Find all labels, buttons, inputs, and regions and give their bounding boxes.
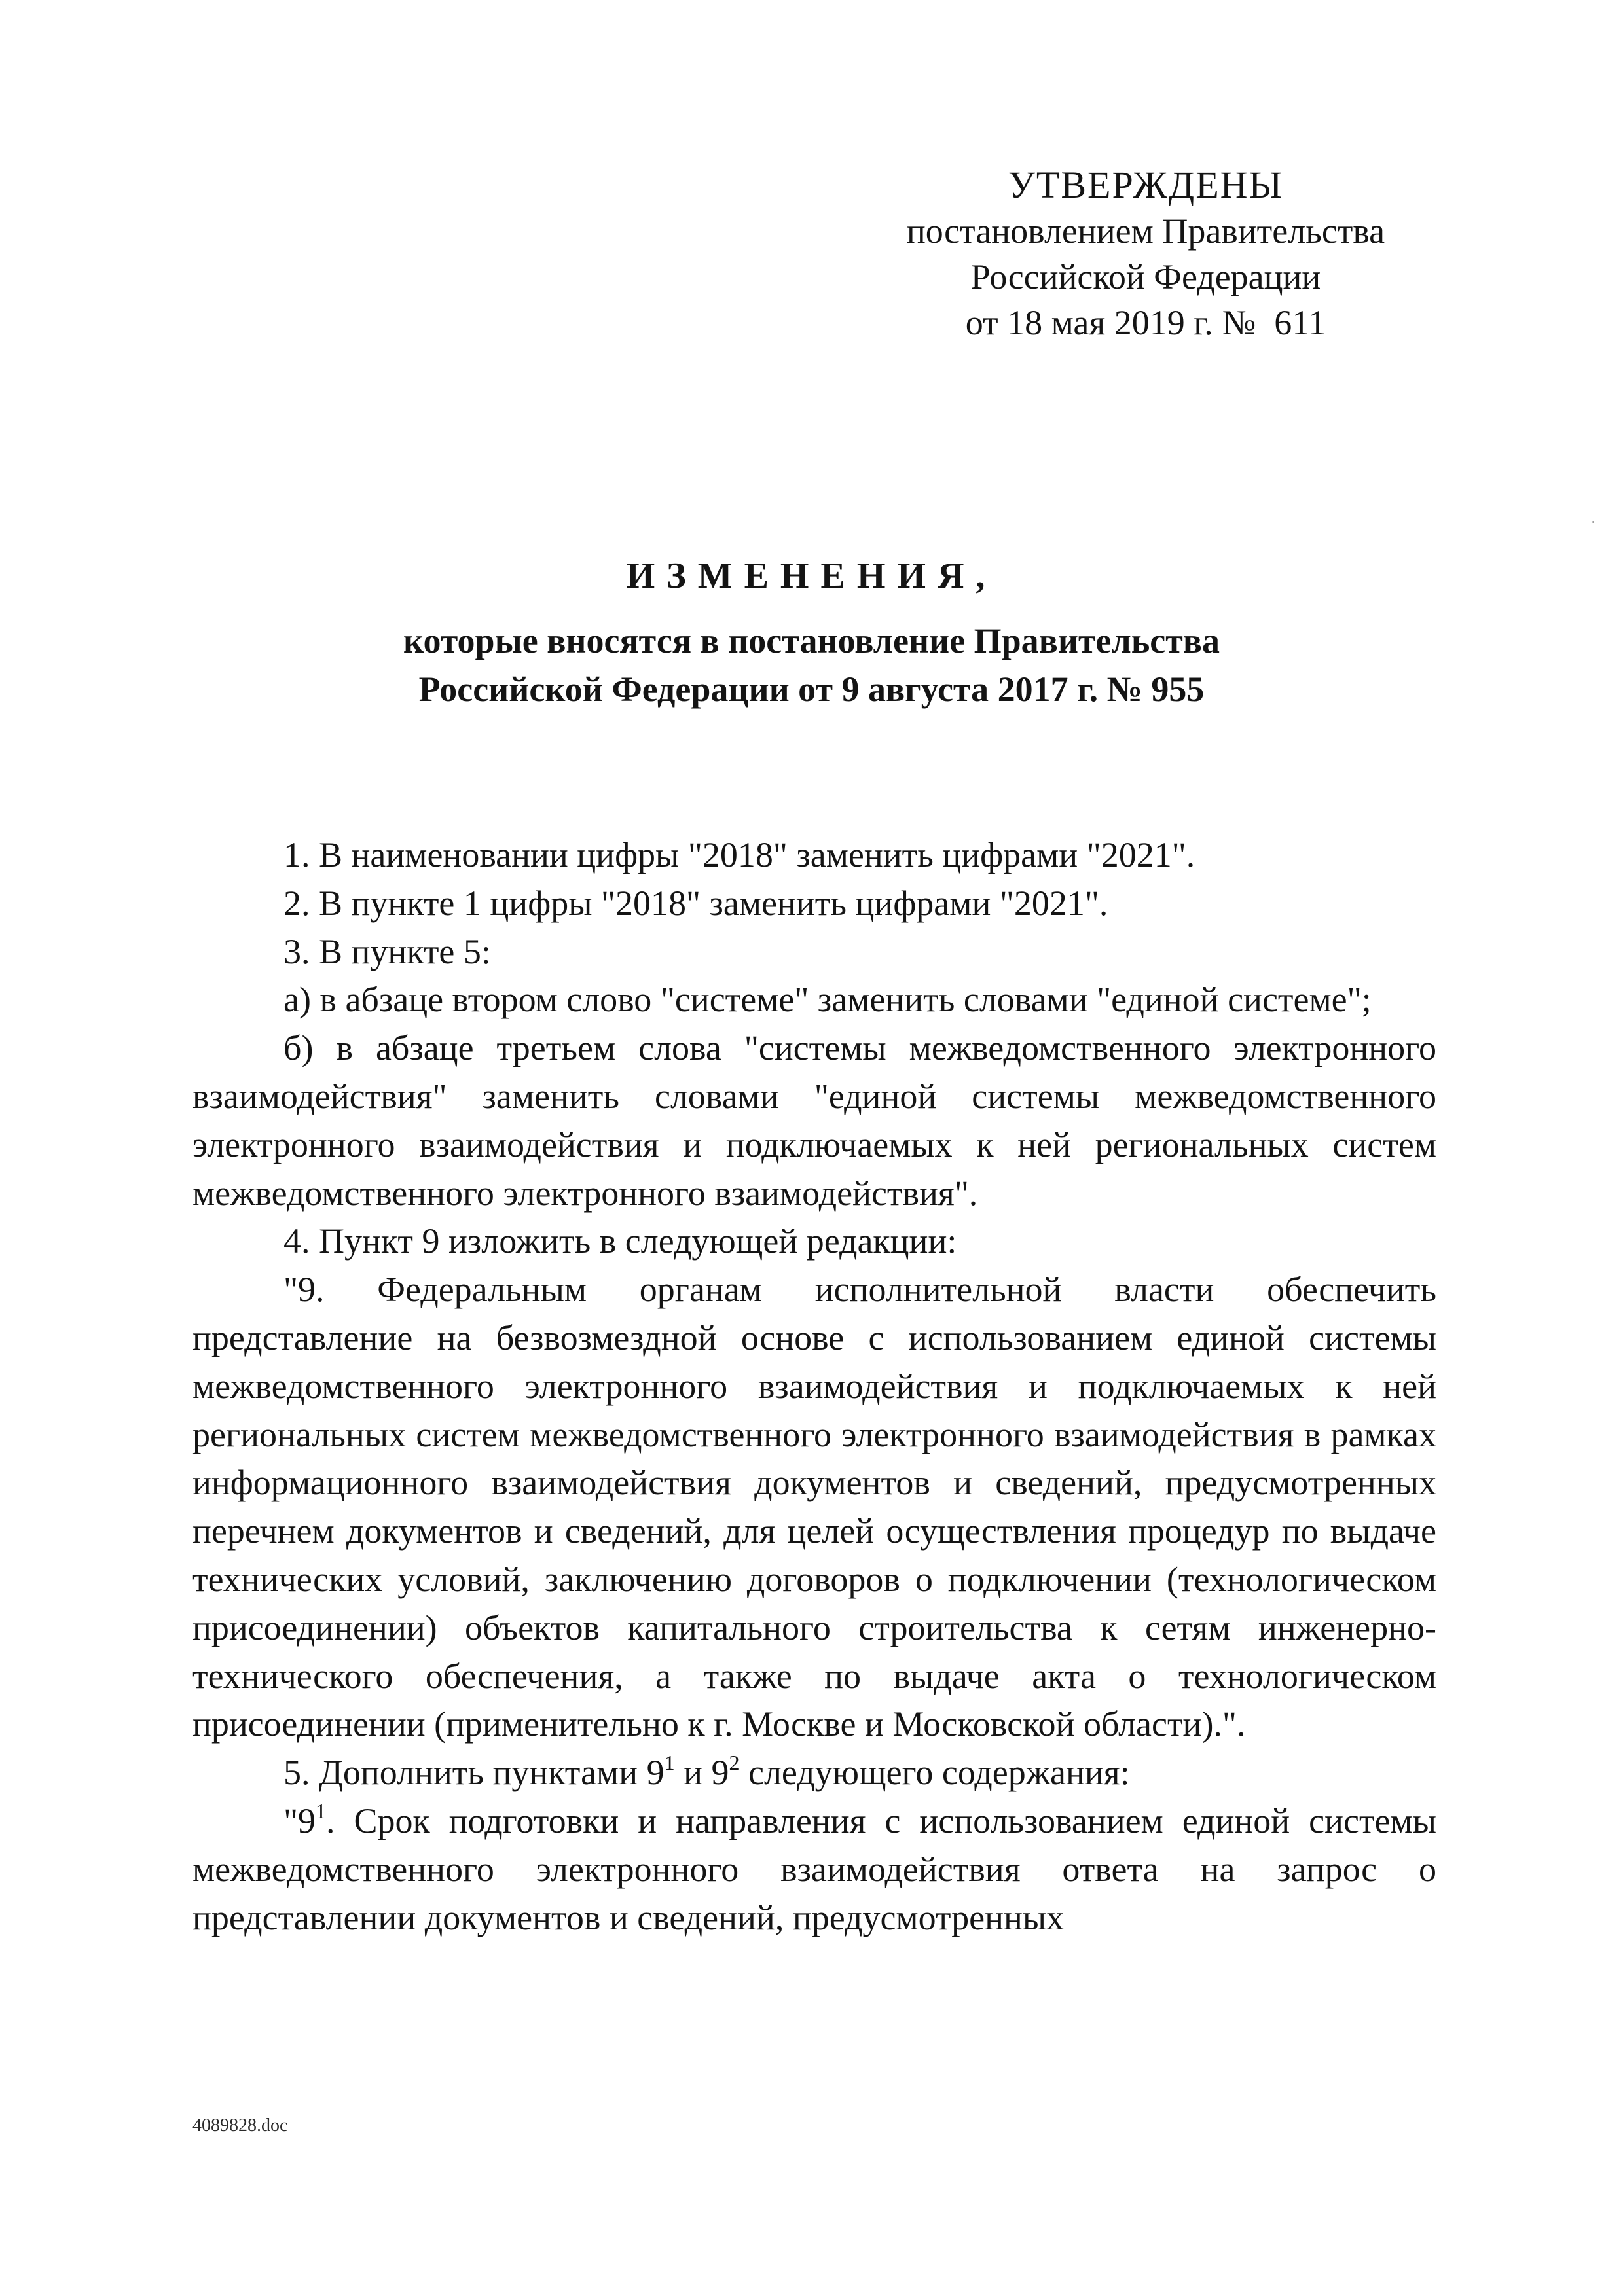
document-body — [192, 831, 1436, 1942]
approval-stamp-block — [851, 162, 1440, 346]
paragraph-5-text-a: 5. Дополнить пунктами 9 — [283, 1753, 665, 1793]
approval-title: УТВЕРЖДЕНЫ — [1008, 164, 1284, 206]
paragraph-5-quote — [192, 1797, 1436, 1942]
approval-date: от 18 мая 2019 г. — [965, 303, 1213, 342]
paragraph-2: 2. В пункте 1 цифры "2018" заменить цифрами "2021". — [283, 883, 1108, 923]
paragraph-5-text-b: и 9 — [674, 1753, 729, 1793]
document-subtitle-line-2: Российской Федерации от 9 августа 2017 г. № 955 — [418, 670, 1205, 709]
paragraph-5 — [192, 1749, 1436, 1797]
paragraph-5-quote-sup: 1 — [316, 1799, 327, 1823]
approval-line-1: постановлением Правительства — [906, 211, 1385, 251]
approval-number-sign: № — [1222, 303, 1256, 342]
paragraph-4-quote: "9. Федеральным органам исполнительной власти обеспечить представление на безвозмездной основе с использованием единой системы межведомственного электронного взаимодействия и подключаемых к ней региональных систем межведомственного электронного взаимодействия в рамках информационного взаимодействия документов и сведений, предусмотренных перечнем документов и сведений, для целей осуществления процедур по выдаче технических условий, заключению договоров о подключении (технологическом присоединении) объектов капитального строительства к сетям инженерно-технического обеспечения, а также по выдаче акта о технологическом присоединении (применительно к г. Москве и Московской области).". — [192, 1270, 1436, 1744]
document-subtitle-line-1: которые вносятся в постановление Правительства — [403, 621, 1220, 660]
document-title: ИЗМЕНЕНИЯ, — [626, 556, 997, 596]
approval-line-2: Российской Федерации — [970, 257, 1321, 296]
paragraph-5-sup-2: 2 — [729, 1751, 740, 1775]
footer-doc-id: 4089828.doc — [192, 2115, 288, 2136]
paragraph-5-quote-text-a: "9 — [283, 1801, 316, 1840]
scan-speck — [1592, 521, 1594, 523]
paragraph-3b: б) в абзаце третьем слова "системы межведомственного электронного взаимодействия" заменить словами "единой системы межведомственного электронного взаимодействия и подключаемых к ней региональных систем межведомственного электронного взаимодействия". — [192, 1028, 1436, 1213]
document-subtitle — [0, 617, 1623, 713]
paragraph-3: 3. В пункте 5: — [283, 931, 491, 971]
paragraph-5-text-c: следующего содержания: — [739, 1753, 1130, 1793]
paragraph-5-sup-1: 1 — [664, 1751, 675, 1775]
paragraph-1: 1. В наименовании цифры "2018" заменить цифрами "2021". — [283, 835, 1195, 874]
approval-date-line — [851, 300, 1440, 346]
paragraph-3a: а) в абзаце втором слово "системе" заменить словами "единой системе"; — [283, 980, 1372, 1020]
approval-number: 611 — [1274, 303, 1326, 342]
paragraph-4: 4. Пункт 9 изложить в следующей редакции: — [283, 1221, 957, 1261]
paragraph-5-quote-text-b: . Срок подготовки и направления с использованием единой системы межведомственного электронного взаимодействия ответа на запрос о представлении документов и сведений, предусмотренных — [192, 1801, 1436, 1937]
